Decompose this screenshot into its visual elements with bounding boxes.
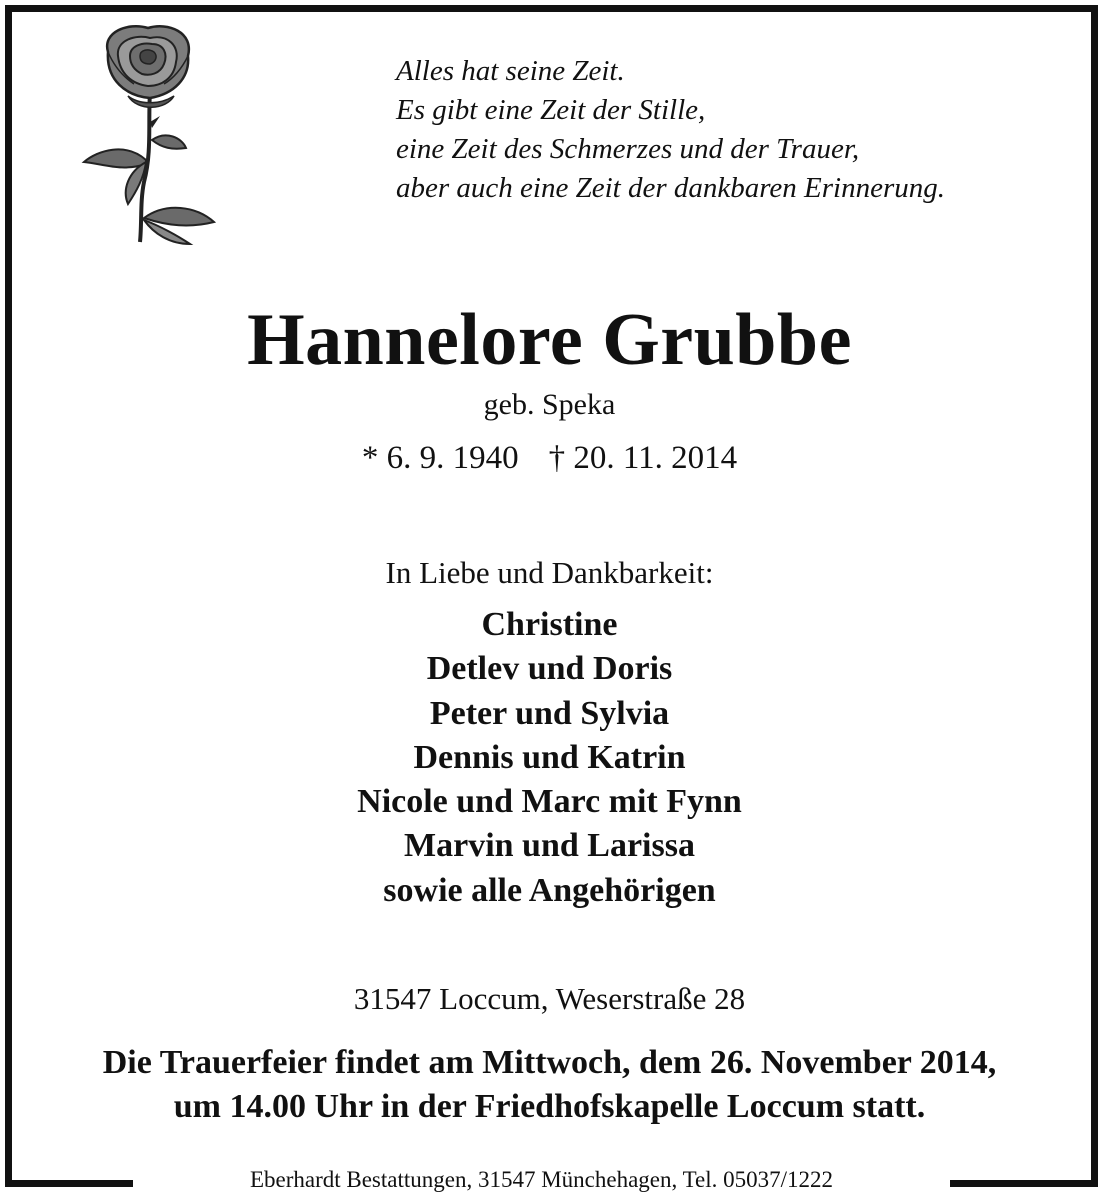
life-dates (0, 438, 1099, 478)
mourner: Detlev und Doris (426, 650, 673, 688)
dedication: In Liebe und Dankbarkeit: (385, 555, 714, 590)
service-announcement (0, 1041, 1099, 1129)
death-date: † 20. 11. 2014 (548, 440, 738, 476)
bottom-rule-left (5, 1180, 133, 1187)
mourner: Peter und Sylvia (429, 694, 670, 732)
mourners-list (0, 603, 1099, 913)
rose-icon (78, 22, 228, 247)
quote-line: Es gibt eine Zeit der Stille, (396, 94, 706, 126)
deceased-name: Hannelore Grubbe (247, 299, 852, 381)
born-name: geb. Speka (483, 388, 616, 421)
mourner: Nicole und Marc mit Fynn (357, 783, 742, 821)
quote-block (396, 52, 1076, 208)
quote-line: aber auch eine Zeit der dankbaren Erinnerung. (396, 172, 946, 204)
address: 31547 Loccum, Weserstraße 28 (353, 981, 746, 1016)
birth-date: * 6. 9. 1940 (361, 440, 519, 476)
mourner: Marvin und Larissa (404, 827, 695, 865)
quote-line: eine Zeit des Schmerzes und der Trauer, (396, 133, 860, 165)
mourner: Christine (481, 606, 618, 643)
bottom-rule-right (950, 1180, 1091, 1187)
mourner: Dennis und Katrin (413, 738, 686, 776)
service-line: Die Trauerfeier findet am Mittwoch, dem 26. November 2014, (102, 1044, 997, 1081)
funeral-home-footer: Eberhardt Bestattungen, 31547 Münchehagen, Tel. 05037/1222 (249, 1167, 834, 1192)
mourner: sowie alle Angehörigen (383, 871, 716, 909)
quote-line: Alles hat seine Zeit. (396, 55, 625, 87)
service-line: um 14.00 Uhr in der Friedhofskapelle Loccum statt. (173, 1088, 926, 1125)
